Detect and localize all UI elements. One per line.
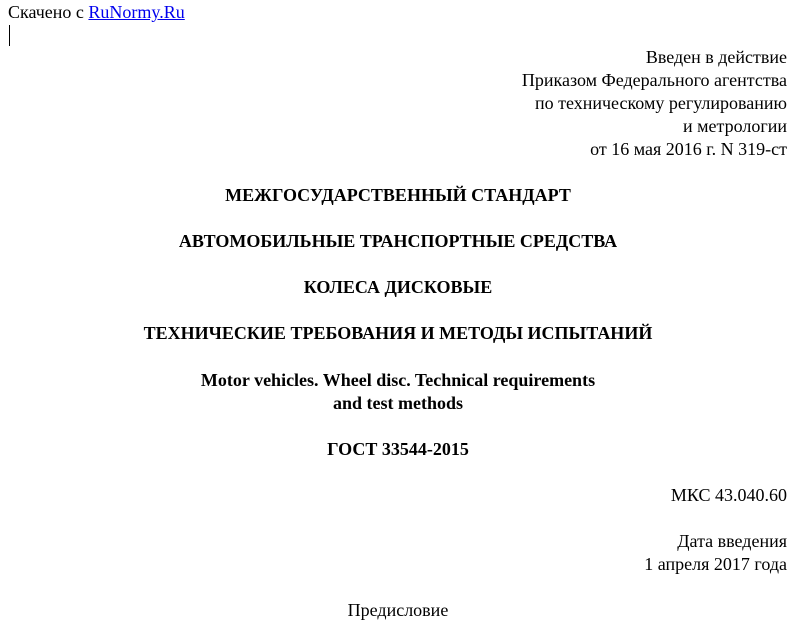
enactment-block bbox=[522, 46, 787, 161]
enactment-line: по техническому регулированию bbox=[534, 93, 787, 113]
mks-code: МКС 43.040.60 bbox=[670, 485, 787, 505]
english-title-line: Motor vehicles. Wheel disc. Technical requirements bbox=[200, 370, 596, 390]
text-cursor bbox=[9, 25, 10, 46]
enactment-line: и метрологии bbox=[683, 116, 787, 136]
introduction-date-label: Дата введения bbox=[677, 531, 787, 551]
introduction-date-block bbox=[644, 530, 787, 576]
source-link[interactable]: RuNormy.Ru bbox=[88, 2, 185, 22]
english-title bbox=[0, 369, 790, 415]
enactment-line: Введен в действие bbox=[645, 47, 787, 67]
source-prefix: Скачено с bbox=[8, 2, 89, 22]
standard-type-heading: МЕЖГОСУДАРСТВЕННЫЙ СТАНДАРТ bbox=[225, 185, 571, 205]
source-line bbox=[8, 1, 185, 24]
enactment-line: от 16 мая 2016 г. N 319-ст bbox=[590, 139, 787, 159]
scope-heading: ТЕХНИЧЕСКИЕ ТРЕБОВАНИЯ И МЕТОДЫ ИСПЫТАНИЙ bbox=[143, 323, 653, 343]
english-title-line: and test methods bbox=[332, 393, 463, 413]
enactment-line: Приказом Федерального агентства bbox=[521, 70, 787, 90]
gost-number: ГОСТ 33544-2015 bbox=[327, 439, 469, 459]
preface-heading: Предисловие bbox=[347, 600, 449, 620]
subject-heading: КОЛЕСА ДИСКОВЫЕ bbox=[303, 277, 493, 297]
group-heading: АВТОМОБИЛЬНЫЕ ТРАНСПОРТНЫЕ СРЕДСТВА bbox=[178, 231, 618, 251]
introduction-date-value: 1 апреля 2017 года bbox=[644, 554, 787, 574]
